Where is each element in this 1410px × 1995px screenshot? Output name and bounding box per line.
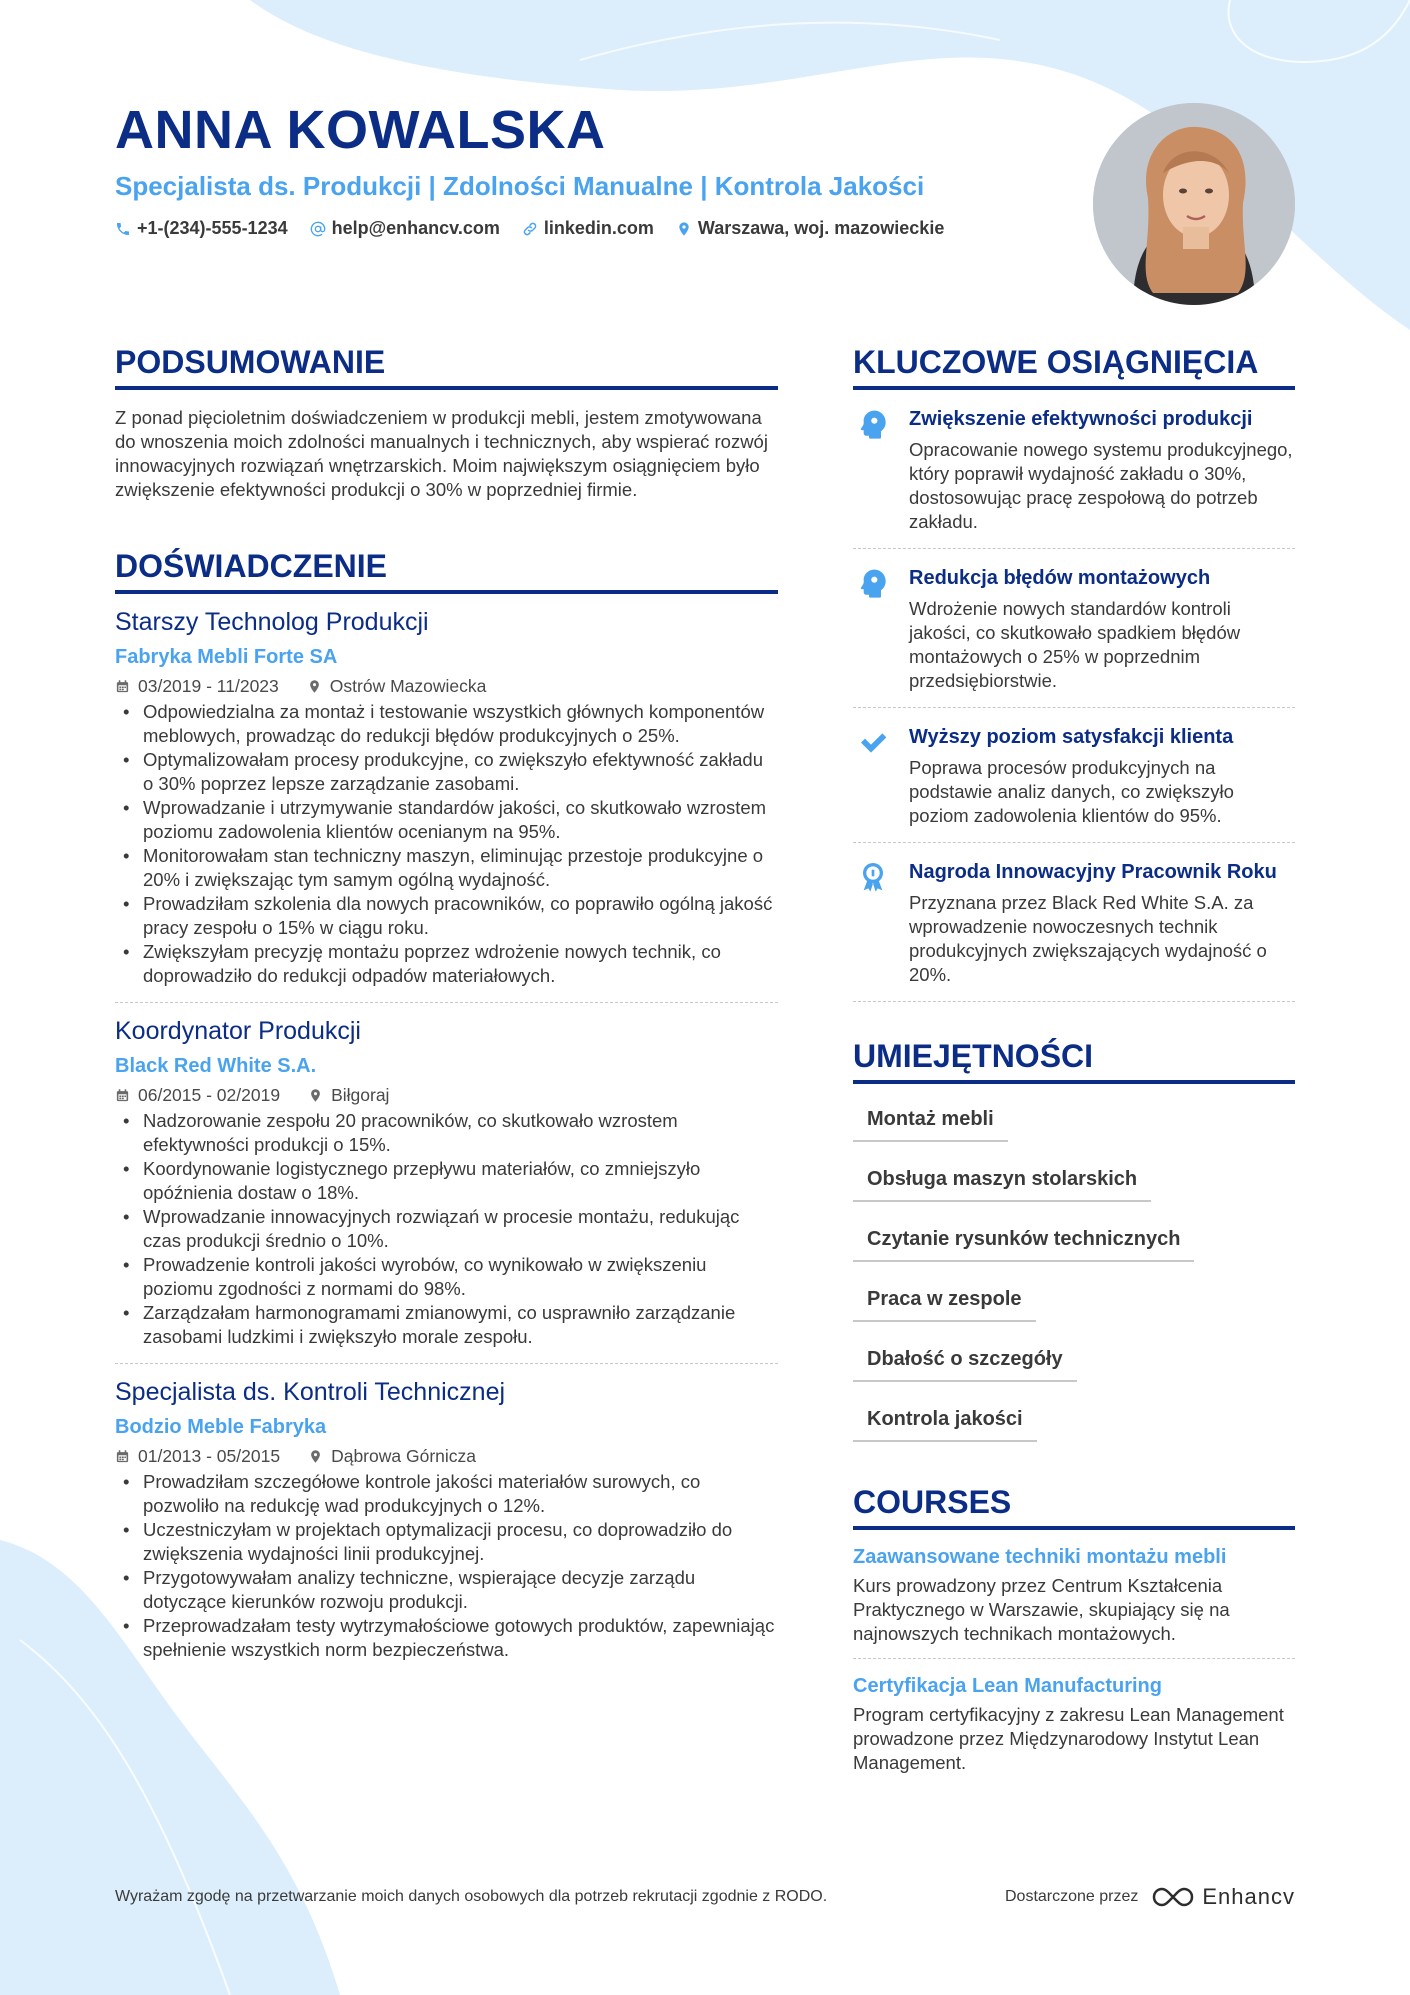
contact-phone[interactable]	[115, 218, 288, 239]
job-bullet: • Zwiększyłam precyzję montażu poprzez wdrożenie nowych technik, co doprowadziło do redukcji odpadów materiałowych.	[115, 940, 778, 988]
achievement-title: Nagroda Innowacyjny Pracownik Roku	[909, 861, 1277, 883]
achievement-desc: Poprawa procesów produkcyjnych na podstawie analiz danych, co zwiększyło poziom zadowolenia klientów do 95%.	[909, 757, 1234, 826]
at-icon	[310, 221, 326, 237]
job-bullet: • Wprowadzanie i utrzymywanie standardów jakości, co skutkowało wzrostem poziomu zadowolenia klientów ocenianym na 95%.	[115, 796, 778, 844]
powered-by-label: Dostarczone przez	[1004, 1888, 1139, 1905]
head-icon	[857, 567, 889, 599]
skills-heading: UMIEJĘTNOŚCI	[853, 1036, 1295, 1084]
achievement-item	[853, 390, 1295, 549]
candidate-name: ANNA KOWALSKA	[115, 100, 606, 160]
achievements-heading: KLUCZOWE OSIĄGNIĘCIA	[853, 342, 1295, 390]
job-role: Specjalista ds. Kontroli Technicznej	[115, 1378, 506, 1406]
job-bullets	[115, 1109, 778, 1349]
job-dates	[115, 1444, 280, 1468]
skills-list	[853, 1100, 1295, 1460]
course-desc: Kurs prowadzony przez Centrum Kształcenia Praktycznego w Warszawie, skupiający się na najnowszych technikach montażowych.	[853, 1575, 1230, 1644]
skill-tag: Obsługa maszyn stolarskich	[853, 1160, 1151, 1202]
courses-section	[853, 1482, 1295, 1787]
profile-photo	[1093, 103, 1295, 305]
achievement-item	[853, 843, 1295, 1002]
infinity-logo-icon	[1150, 1885, 1196, 1909]
location-pin-icon	[308, 1088, 323, 1103]
experience-heading: DOŚWIADCZENIE	[115, 546, 778, 594]
achievement-icon-wrap	[853, 406, 893, 534]
job-location-text: Ostrów Mazowiecka	[329, 676, 487, 696]
link-icon	[522, 221, 538, 237]
job-meta	[115, 674, 778, 698]
skill-tag: Czytanie rysunków technicznych	[853, 1220, 1194, 1262]
achievement-body	[909, 565, 1295, 693]
contact-info	[115, 218, 1015, 239]
job-bullet: • Odpowiedzialna za montaż i testowanie wszystkich głównych komponentów meblowych, prowadząc do redukcji błędów produkcyjnych o 25%.	[115, 700, 778, 748]
job-bullet: • Przeprowadzałam testy wytrzymałościowe gotowych produktów, zapewniając spełnienie wszystkich norm bezpieczeństwa.	[115, 1614, 778, 1662]
gdpr-consent: Wyrażam zgodę na przetwarzanie moich danych osobowych dla potrzeb rekrutacji zgodnie z RODO.	[115, 1888, 828, 1905]
job-bullets	[115, 700, 778, 988]
calendar-icon	[115, 1449, 130, 1464]
enhancv-logo	[1150, 1884, 1295, 1910]
award-icon	[857, 861, 889, 893]
achievement-desc: Wdrożenie nowych standardów kontroli jakości, co skutkowało spadkiem błędów montażowych o 25% w poprzednim przedsiębiorstwie.	[909, 598, 1241, 691]
job-bullet: • Prowadziłam szczegółowe kontrole jakości materiałów surowych, co pozwoliło na redukcję wad produkcyjnych o 12%.	[115, 1470, 778, 1518]
achievement-title: Wyższy poziom satysfakcji klienta	[909, 726, 1234, 748]
achievement-desc: Przyznana przez Black Red White S.A. za wprowadzenie nowoczesnych technik produkcyjnych zwiększających wydajność o 20%.	[909, 892, 1267, 985]
job-bullet: • Przygotowywałam analizy techniczne, wspierające decyzje zarządu dotyczące kierunków rozwoju produkcji.	[115, 1566, 778, 1614]
job-dates	[115, 1083, 280, 1107]
job-entry	[115, 1002, 778, 1363]
job-bullet: • Prowadziłam szkolenia dla nowych pracowników, co poprawiło ogólną jakość pracy zespołu o 15% w ciągu roku.	[115, 892, 778, 940]
job-location	[308, 1444, 476, 1468]
job-bullets	[115, 1470, 778, 1662]
brand-name: Enhancv	[1202, 1884, 1295, 1909]
achievement-title: Redukcja błędów montażowych	[909, 567, 1211, 589]
summary-heading: PODSUMOWANIE	[115, 342, 778, 390]
location-pin-icon	[676, 221, 692, 237]
course-desc: Program certyfikacyjny z zakresu Lean Management prowadzone przez Międzynarodowy Instytut Lean Management.	[853, 1704, 1284, 1773]
check-icon	[857, 726, 889, 758]
job-role: Koordynator Produkcji	[115, 1017, 361, 1045]
experience-section	[115, 546, 778, 1676]
job-bullet: • Koordynowanie logistycznego przepływu materiałów, co zmniejszyło opóźnienia dostaw o 18%.	[115, 1157, 778, 1205]
footer	[115, 1884, 1295, 1910]
brand-credit[interactable]	[1005, 1884, 1295, 1910]
skill-tag: Montaż mebli	[853, 1100, 1008, 1142]
calendar-icon	[115, 679, 130, 694]
summary-text: Z ponad pięcioletnim doświadczeniem w produkcji mebli, jestem zmotywowana do wnoszenia moich zdolności manualnych i technicznych, aby wspierać rozwój innowacyjnych rozwiązań wnętrzarskich. Moim największym osiągnięciem było zwiększenie efektywności produkcji o 30% w poprzedniej firmie.	[115, 407, 768, 500]
achievement-item	[853, 708, 1295, 843]
achievement-body	[909, 724, 1295, 828]
courses-heading: COURSES	[853, 1482, 1295, 1530]
job-dates	[115, 674, 279, 698]
course-title: Certyfikacja Lean Manufacturing	[853, 1675, 1162, 1697]
job-role: Starszy Technolog Produkcji	[115, 608, 429, 636]
job-location	[307, 674, 487, 698]
contact-linkedin[interactable]	[522, 218, 654, 239]
job-bullet: • Optymalizowałam procesy produkcyjne, co zwiększyło efektywność zakładu o 30% poprzez lepsze zarządzanie zasobami.	[115, 748, 778, 796]
candidate-title: Specjalista ds. Produkcji | Zdolności Manualne | Kontrola Jakości	[115, 171, 925, 201]
job-dates-text: 06/2015 - 02/2019	[138, 1085, 281, 1105]
job-location-text: Dąbrowa Górnicza	[331, 1446, 476, 1466]
job-company: Black Red White S.A.	[115, 1055, 317, 1077]
job-meta	[115, 1083, 778, 1107]
phone-text: +1-(234)-555-1234	[137, 218, 288, 238]
skill-tag: Kontrola jakości	[853, 1400, 1037, 1442]
job-location-text: Biłgoraj	[331, 1085, 390, 1105]
achievement-icon-wrap	[853, 565, 893, 693]
achievement-icon-wrap	[853, 859, 893, 987]
job-bullet: • Wprowadzanie innowacyjnych rozwiązań w procesie montażu, redukując czas produkcji średnio o 10%.	[115, 1205, 778, 1253]
linkedin-text: linkedin.com	[543, 218, 654, 238]
achievement-item	[853, 549, 1295, 708]
contact-email[interactable]	[310, 218, 500, 239]
resume-header	[115, 100, 1015, 239]
achievement-title: Zwiększenie efektywności produkcji	[909, 408, 1253, 430]
achievement-body	[909, 859, 1295, 987]
job-bullet: • Uczestniczyłam w projektach optymalizacji procesu, co doprowadziło do zwiększenia wydajności linii produkcyjnej.	[115, 1518, 778, 1566]
achievement-body	[909, 406, 1295, 534]
location-text: Warszawa, woj. mazowieckie	[697, 218, 945, 238]
skill-tag: Praca w zespole	[853, 1280, 1036, 1322]
location-pin-icon	[307, 679, 322, 694]
portrait-illustration	[1093, 103, 1295, 305]
achievement-icon-wrap	[853, 724, 893, 828]
job-location	[308, 1083, 389, 1107]
skills-section	[853, 1036, 1295, 1460]
head-icon	[857, 408, 889, 440]
job-bullet: • Nadzorowanie zespołu 20 pracowników, co skutkowało wzrostem efektywności produkcji o 15%.	[115, 1109, 778, 1157]
job-bullet: • Zarządzałam harmonogramami zmianowymi, co usprawniło zarządzanie zasobami ludzkimi i zwiększyło morale zespołu.	[115, 1301, 778, 1349]
job-entry	[115, 606, 778, 1002]
job-dates-text: 01/2013 - 05/2015	[138, 1446, 281, 1466]
course-item	[853, 1530, 1295, 1659]
skill-tag: Dbałość o szczegóły	[853, 1340, 1077, 1382]
achievement-desc: Opracowanie nowego systemu produkcyjnego, który poprawił wydajność zakładu o 30%, dostosowując pracę zespołową do potrzeb zakładu.	[909, 439, 1293, 532]
left-column	[115, 342, 778, 1676]
calendar-icon	[115, 1088, 130, 1103]
job-dates-text: 03/2019 - 11/2023	[138, 676, 279, 696]
job-bullet: • Monitorowałam stan techniczny maszyn, eliminując przestoje produkcyjne o 20% i zwiększając tym samym ogólną wydajność.	[115, 844, 778, 892]
job-company: Bodzio Meble Fabryka	[115, 1416, 327, 1438]
job-company: Fabryka Mebli Forte SA	[115, 646, 338, 668]
job-bullet: • Prowadzenie kontroli jakości wyrobów, co wynikowało w zwiększeniu poziomu zgodności z normami do 98%.	[115, 1253, 778, 1301]
job-entry	[115, 1363, 778, 1676]
location-pin-icon	[308, 1449, 323, 1464]
job-meta	[115, 1444, 778, 1468]
phone-icon	[115, 221, 131, 237]
course-title: Zaawansowane techniki montażu mebli	[853, 1546, 1227, 1568]
course-item	[853, 1659, 1295, 1787]
email-text: help@enhancv.com	[331, 218, 500, 238]
right-column	[853, 342, 1295, 1787]
contact-location	[676, 218, 944, 239]
